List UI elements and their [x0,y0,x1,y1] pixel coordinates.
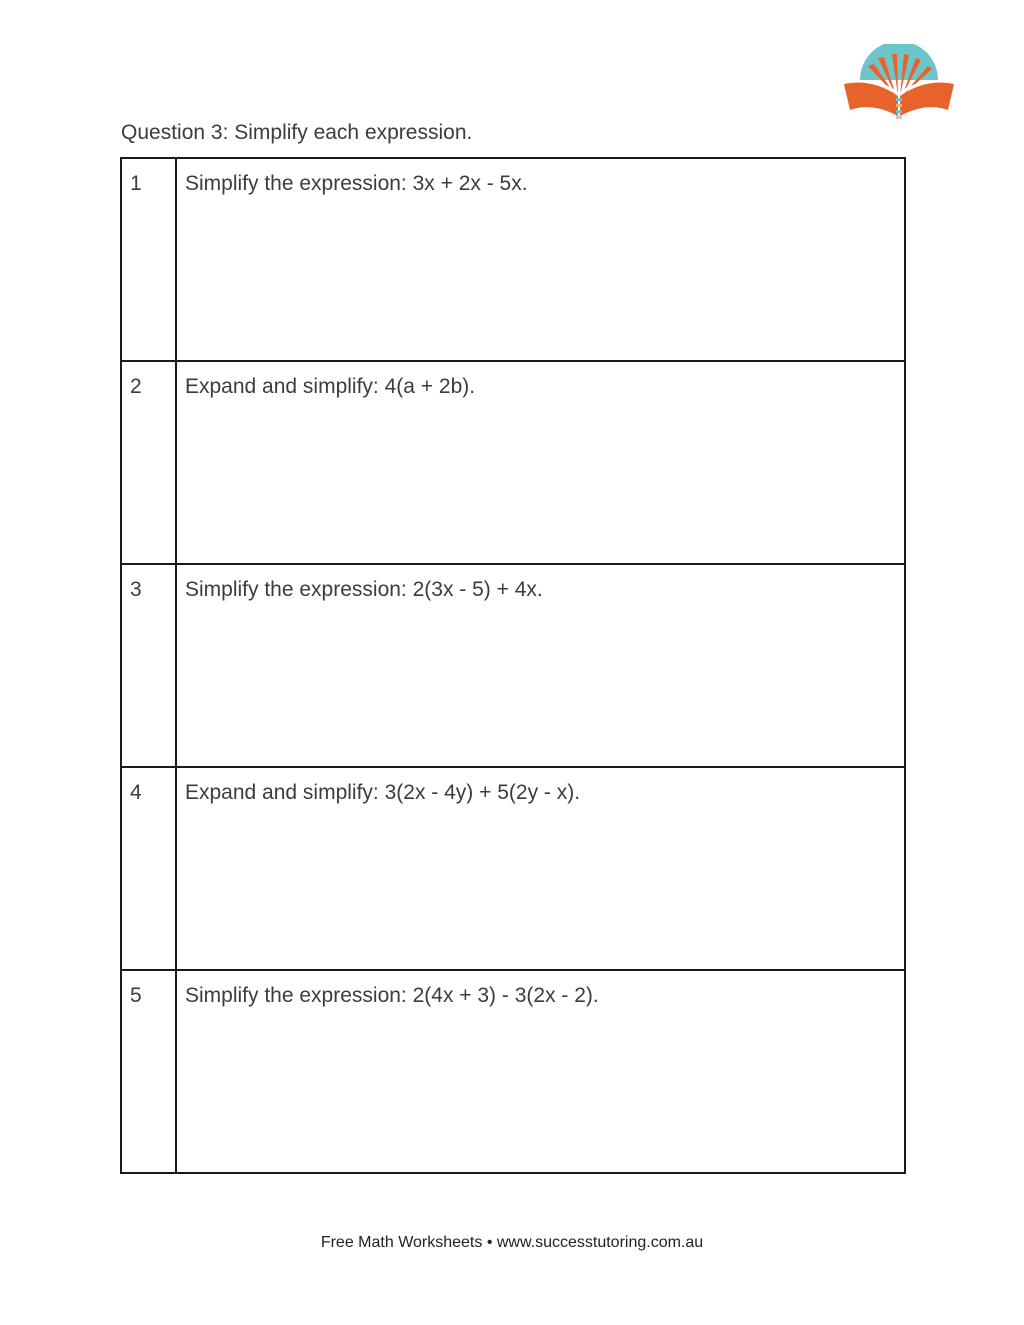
question-title: Question 3: Simplify each expression. [121,121,473,144]
problem-text: Expand and simplify: 3(2x - 4y) + 5(2y - x). [176,767,905,970]
table-row [121,970,905,1173]
problem-number: 4 [121,767,176,970]
problems-table [120,157,906,1174]
open-book-logo-icon [838,44,960,120]
footer-text: Free Math Worksheets • www.successtutoring.com.au [320,1234,704,1251]
problem-number: 5 [121,970,176,1173]
table-row [121,564,905,767]
problem-text: Simplify the expression: 3x + 2x - 5x. [176,158,905,361]
problem-number: 1 [121,158,176,361]
table-row [121,767,905,970]
problem-number: 3 [121,564,176,767]
table-row [121,158,905,361]
problem-number: 2 [121,361,176,564]
table-row [121,361,905,564]
problem-text: Simplify the expression: 2(4x + 3) - 3(2x - 2). [176,970,905,1173]
problem-text: Simplify the expression: 2(3x - 5) + 4x. [176,564,905,767]
problem-text: Expand and simplify: 4(a + 2b). [176,361,905,564]
